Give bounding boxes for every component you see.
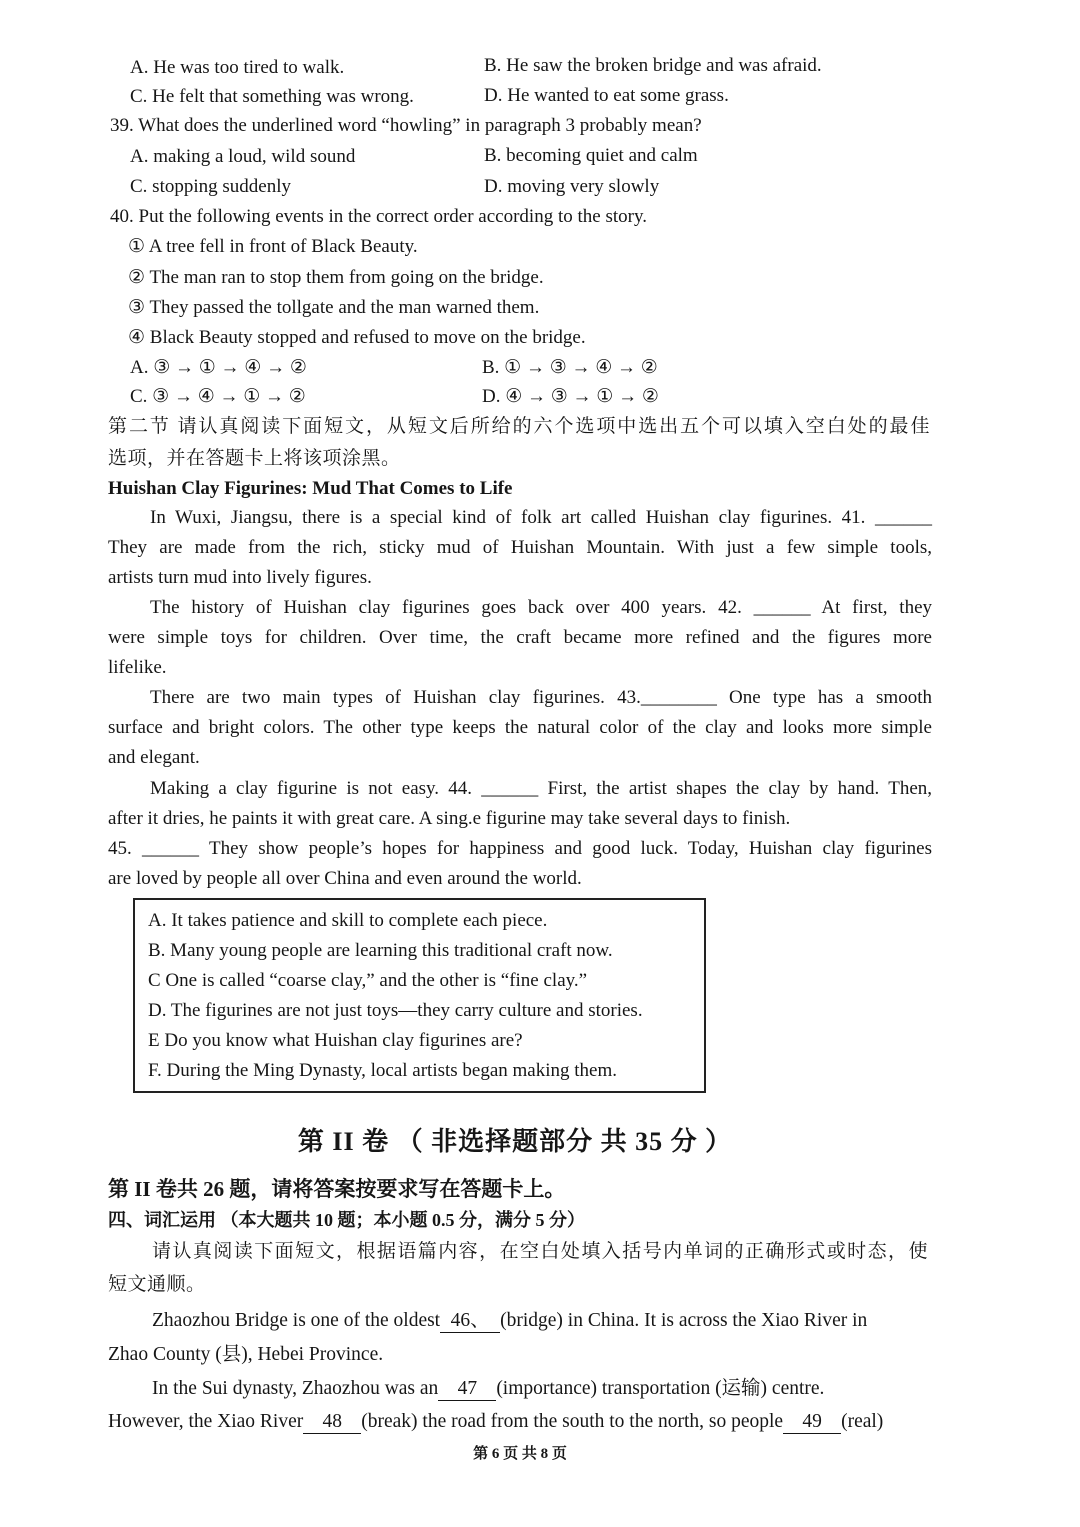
passage-line: lifelike.	[108, 657, 167, 678]
q39-option-c: C. stopping suddenly	[130, 176, 291, 197]
passage-line: and elegant.	[108, 747, 200, 768]
vocab-text: (break) the road from the south to the north, so people	[361, 1411, 784, 1432]
vocab-text: However, the Xiao River	[108, 1411, 304, 1432]
q40-option-c: C. ③ → ④ → ① → ②	[130, 386, 306, 407]
page-number: 第 6 页 共 8 页	[473, 1446, 567, 1462]
passage-title: Huishan Clay Figurines: Mud That Comes to Life	[108, 478, 513, 499]
choice-f: F. During the Ming Dynasty, local artists began making them.	[148, 1060, 618, 1081]
answer-blank-47: 47	[438, 1378, 496, 1401]
q40-event-3: ③ They passed the tollgate and the man warned them.	[128, 297, 540, 318]
vocab-line-1	[152, 1306, 867, 1336]
passage-line: The history of Huishan clay figurines goes back over 400 years. 42. ______ At first, they	[150, 597, 932, 618]
section2-instruction-line-1: 第二节 请认真阅读下面短文，从短文后所给的六个选项中选出五个可以填入空白处的最佳	[108, 416, 930, 437]
choice-b: B. Many young people are learning this traditional craft now.	[148, 940, 613, 961]
section2-instruction-line-2: 选项，并在答题卡上将该项涂黑。	[108, 448, 401, 469]
q40-event-1: ① A tree fell in front of Black Beauty.	[128, 236, 418, 257]
vocab-text: In the Sui dynasty, Zhaozhou was an	[152, 1378, 439, 1399]
answer-blank-49: 49	[783, 1411, 841, 1434]
q40-option-d: D. ④ → ③ → ① → ②	[482, 386, 659, 407]
q40-option-a: A. ③ → ① → ④ → ②	[130, 357, 307, 378]
choice-c: C One is called “coarse clay,” and the other is “fine clay.”	[148, 970, 588, 991]
q38-option-c: C. He felt that something was wrong.	[130, 86, 414, 107]
passage-line: There are two main types of Huishan clay figurines. 43.________ One type has a smooth	[150, 687, 932, 708]
vocab-text: (bridge) in China. It is across the Xiao River in	[500, 1310, 868, 1331]
vocab-line-4	[108, 1407, 883, 1437]
passage-line: In Wuxi, Jiangsu, there is a special kind of folk art called Huishan clay figurines. 41. ______	[150, 507, 932, 528]
passage-line: Making a clay figurine is not easy. 44. ______ First, the artist shapes the clay by hand. Then,	[150, 778, 932, 799]
section4-title: 四、词汇运用 （本大题共 10 题；本小题 0.5 分，满分 5 分）	[108, 1210, 585, 1230]
part2-note: 第 II 卷共 26 题，请将答案按要求写在答题卡上。	[108, 1177, 566, 1201]
passage-line: artists turn mud into lively figures.	[108, 567, 372, 588]
vocab-text: (real)	[841, 1411, 884, 1432]
vocab-text: (importance) transportation (运输) centre.	[496, 1378, 825, 1399]
q40-stem: 40. Put the following events in the correct order according to the story.	[110, 206, 647, 227]
choice-d: D. The figurines are not just toys—they carry culture and stories.	[148, 1000, 643, 1021]
q39-option-b: B. becoming quiet and calm	[484, 145, 698, 166]
passage-line: were simple toys for children. Over time, the craft became more refined and the figures more	[108, 627, 932, 648]
choice-e: E Do you know what Huishan clay figurines are?	[148, 1030, 523, 1051]
answer-blank-48: 48	[303, 1411, 361, 1434]
q38-option-d: D. He wanted to eat some grass.	[484, 85, 729, 106]
section4-instruction-line-2: 短文通顺。	[108, 1274, 206, 1295]
section4-instruction-line-1: 请认真阅读下面短文，根据语篇内容，在空白处填入括号内单词的正确形式或时态，使	[152, 1241, 928, 1262]
q39-option-a: A. making a loud, wild sound	[130, 146, 356, 167]
vocab-line-3	[152, 1374, 824, 1404]
choice-a: A. It takes patience and skill to complete each piece.	[148, 910, 548, 931]
q39-option-d: D. moving very slowly	[484, 176, 660, 197]
answer-blank-46: 46、	[440, 1310, 500, 1333]
passage-line: are loved by people all over China and even around the world.	[108, 868, 582, 889]
vocab-line-2: Zhao County (县), Hebei Province.	[108, 1344, 384, 1365]
q38-option-a: A. He was too tired to walk.	[130, 57, 345, 78]
q40-event-4: ④ Black Beauty stopped and refused to move on the bridge.	[128, 327, 586, 348]
q40-option-b: B. ① → ③ → ④ → ②	[482, 357, 658, 378]
q38-option-b: B. He saw the broken bridge and was afraid.	[484, 55, 822, 76]
passage-line: They are made from the rich, sticky mud of Huishan Mountain. With just a few simple tools,	[108, 537, 932, 558]
vocab-text: Zhaozhou Bridge is one of the oldest	[152, 1310, 441, 1331]
q40-event-2: ② The man ran to stop them from going on the bridge.	[128, 267, 544, 288]
part2-heading: 第 II 卷 （ 非选择题部分 共 35 分 ）	[297, 1127, 733, 1156]
passage-line: after it dries, he paints it with great care. A sing.e figurine may take several days to finish.	[108, 808, 791, 829]
passage-line: 45. ______ They show people’s hopes for happiness and good luck. Today, Huishan clay figurines	[108, 838, 932, 859]
passage-line: surface and bright colors. The other type keeps the natural color of the clay and looks more simple	[108, 717, 932, 738]
q39-stem: 39. What does the underlined word “howling” in paragraph 3 probably mean?	[110, 115, 702, 136]
